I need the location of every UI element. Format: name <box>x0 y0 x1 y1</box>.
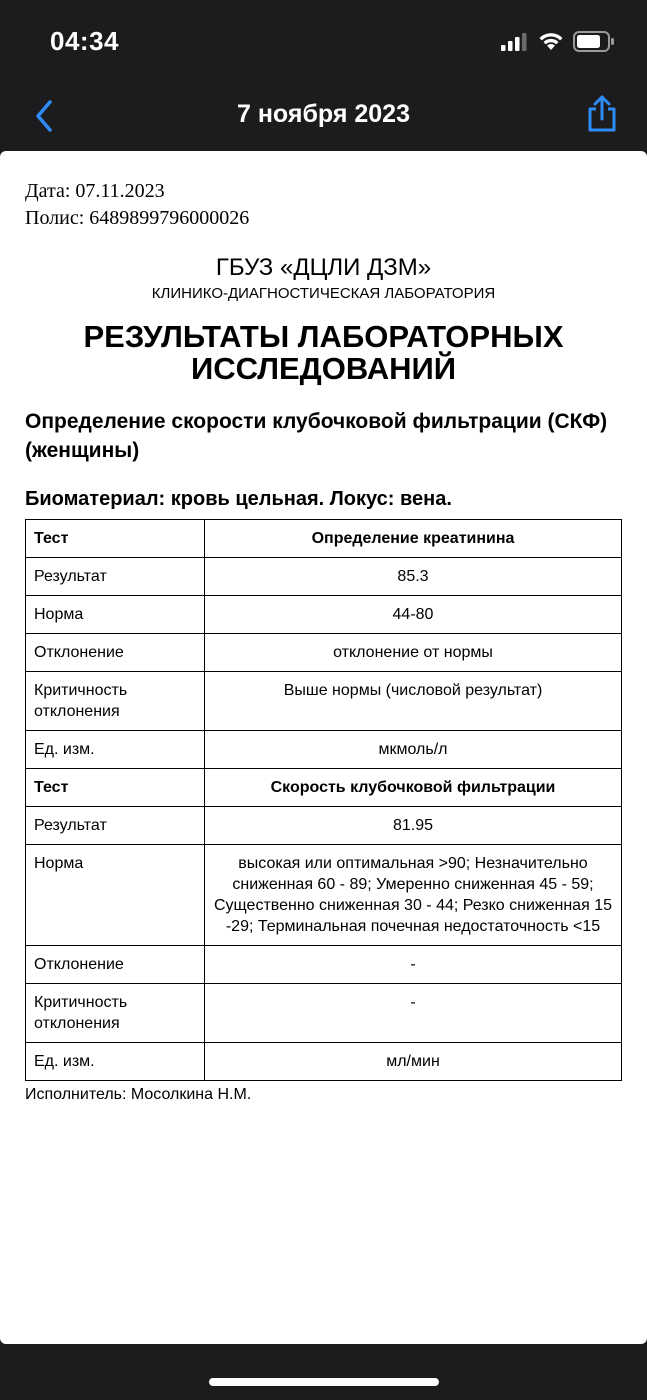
table-row-test-header <box>26 520 622 558</box>
row-value: высокая или оптимальная >90; Незначительно сниженная 60 - 89; Умеренно сниженная 45 - 59; Существенно сниженная 30 - 44; Резко сниженная 15 -29; Терминальная почечная недостаточность <15 <box>205 845 622 946</box>
row-label: Тест <box>26 769 205 807</box>
table-row <box>26 731 622 769</box>
share-button[interactable] <box>585 94 619 134</box>
row-value: Скорость клубочковой фильтрации <box>205 769 622 807</box>
nav-bar <box>0 82 647 150</box>
row-value: мкмоль/л <box>205 731 622 769</box>
table-row-test-header <box>26 769 622 807</box>
row-value: Определение креатинина <box>205 520 622 558</box>
table-row <box>26 596 622 634</box>
page-title: 7 ноября 2023 <box>236 100 410 128</box>
row-label: Результат <box>26 807 205 845</box>
table-row <box>26 634 622 672</box>
row-label: Тест <box>26 520 205 558</box>
row-label: Отклонение <box>26 946 205 984</box>
organization-name: ГБУЗ «ДЦЛИ ДЗМ» <box>215 254 432 281</box>
row-value: - <box>205 984 622 1043</box>
table-row <box>26 807 622 845</box>
biomaterial-line: Биоматериал: кровь цельная. Локус: вена. <box>25 488 452 510</box>
row-label: Критичность отклонения <box>26 984 205 1043</box>
table-row <box>26 845 622 946</box>
table-row <box>26 672 622 731</box>
table-row <box>26 984 622 1043</box>
lab-results-document[interactable] <box>0 151 647 1344</box>
status-time: 04:34 <box>50 26 119 56</box>
document-title-line-2: ИССЛЕДОВАНИЙ <box>190 351 457 386</box>
battery-icon <box>573 31 615 53</box>
row-label: Ед. изм. <box>26 1043 205 1081</box>
table-row <box>26 558 622 596</box>
document-title <box>0 321 647 385</box>
row-label: Критичность отклонения <box>26 672 205 731</box>
row-label: Результат <box>26 558 205 596</box>
document-meta <box>25 178 249 232</box>
share-icon <box>585 94 619 134</box>
status-bar <box>0 0 647 82</box>
row-value: 85.3 <box>205 558 622 596</box>
test-name: Определение скорости клубочковой фильтрации (СКФ) (женщины) <box>25 410 608 462</box>
home-indicator[interactable] <box>209 1378 439 1386</box>
laboratory-name: КЛИНИКО-ДИАГНОСТИЧЕСКАЯ ЛАБОРАТОРИЯ <box>151 285 496 302</box>
row-label: Норма <box>26 845 205 946</box>
row-label: Норма <box>26 596 205 634</box>
row-value: 81.95 <box>205 807 622 845</box>
date-line: Дата: 07.11.2023 <box>25 180 165 202</box>
policy-line: Полис: 6489899796000026 <box>25 207 250 229</box>
signal-icon <box>501 32 527 52</box>
row-label: Ед. изм. <box>26 731 205 769</box>
executor-line: Исполнитель: Мосолкина Н.М. <box>25 1086 252 1103</box>
document-title-line-1: РЕЗУЛЬТАТЫ ЛАБОРАТОРНЫХ <box>83 319 564 354</box>
row-value: отклонение от нормы <box>205 634 622 672</box>
row-value: мл/мин <box>205 1043 622 1081</box>
table-row <box>26 1043 622 1081</box>
wifi-icon <box>537 30 565 52</box>
results-table <box>25 519 622 1081</box>
table-row <box>26 946 622 984</box>
row-value: - <box>205 946 622 984</box>
row-value: 44-80 <box>205 596 622 634</box>
row-label: Отклонение <box>26 634 205 672</box>
row-value: Выше нормы (числовой результат) <box>205 672 622 731</box>
